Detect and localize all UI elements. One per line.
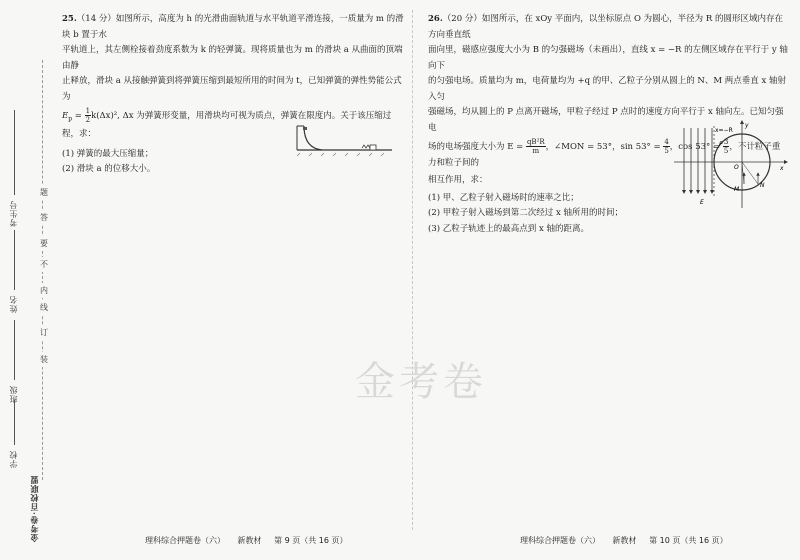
formula-symbol: E	[62, 111, 69, 121]
spring	[362, 145, 370, 148]
x-label: x	[780, 165, 784, 172]
watermark: 金考卷	[355, 359, 487, 405]
formula-subscript: p	[68, 115, 73, 123]
y-label: y	[745, 122, 749, 129]
point-n-label: N	[760, 182, 765, 189]
cut-char: 装	[40, 352, 48, 367]
class-underline	[14, 320, 15, 380]
question-text: 如图所示，在 xOy 平面内，以坐标原点 O 为圆心，半径为 R 的圆形区域内存在方向垂直纸	[428, 14, 783, 40]
fraction-numerator: 3	[723, 138, 729, 146]
exam-no-underline	[14, 110, 15, 195]
fraction-denominator: m	[532, 147, 540, 155]
fraction-numerator: 4	[664, 138, 669, 146]
cut-char: 内	[40, 283, 48, 298]
question-number: 25.	[62, 14, 77, 24]
question-text: k(Δx)², Δx 为弹簧形变量，用滑块均可视为质点，弹簧在限度内。关于该压缩过程，求：	[62, 111, 392, 140]
cut-char: 要	[40, 236, 48, 251]
fraction-denominator: 5	[723, 147, 729, 155]
footer-edition: 新教材	[237, 536, 262, 545]
question-text: 平轨道上，其左侧栓接着劲度系数为 k 的轻弹簧。现将质量也为 m 的滑块 a 从曲面的顶端由静	[62, 45, 403, 71]
footer-page: 第 10 页（共 16 页）	[649, 536, 728, 545]
cut-char: 订	[40, 325, 48, 340]
radius-on	[742, 162, 758, 184]
point-m-label: M	[734, 186, 740, 193]
question-text: 的匀强电场。质量均为 m，电荷量均为 +q 的甲、乙粒子分别从圆上的 N、M 两点垂直 x 轴射入匀	[428, 76, 786, 102]
fraction-numerator: qB²R	[526, 138, 545, 146]
cut-char: 线	[40, 300, 48, 315]
question-text: 相互作用，求：	[428, 175, 488, 185]
origin-label: O	[734, 164, 739, 171]
binding-strip	[0, 0, 58, 560]
field-e-label: E	[700, 199, 704, 206]
question-text: ，不计粒子重力和粒子间的	[428, 142, 781, 168]
fraction-denominator: 2	[85, 116, 91, 124]
exam-no-label: 考生号	[9, 200, 18, 227]
q25-figure	[292, 120, 402, 158]
cut-char: 题	[40, 185, 48, 200]
school-underline	[14, 400, 15, 445]
boundary-label: x=−R	[715, 127, 733, 134]
block-a	[303, 127, 307, 130]
school-label: 学校	[9, 450, 18, 468]
question-text: 强磁场，均从圆上的 P 点离开磁场，甲粒子经过 P 点时的速度方向平行于 x 轴向左。已知匀强电	[428, 107, 784, 133]
question-score: （20 分）	[442, 14, 482, 24]
question-number: 26.	[428, 14, 443, 24]
q26-figure	[669, 118, 790, 210]
brand-label: 金考卷·百校联盟	[29, 475, 39, 542]
formula-equals: =	[72, 111, 85, 121]
question-text: ，∠MON = 53°，sin 53° =	[545, 142, 661, 152]
fraction-denominator: 5	[664, 147, 669, 155]
footer-title: 理科综合押题卷（六）	[520, 536, 600, 545]
question-text: 场的电场强度大小为 E =	[428, 142, 524, 152]
footer-edition: 新教材	[612, 536, 637, 545]
footer-title: 理科综合押题卷（六）	[145, 536, 225, 545]
e-fraction	[526, 138, 546, 155]
sub-question-2: (2) 滑块 a 的位移大小。	[62, 164, 156, 175]
page-divider	[412, 10, 413, 530]
sub-question-2: (2) 甲粒子射入磁场到第二次经过 x 轴所用的时间；	[428, 208, 623, 218]
name-label: 姓名	[9, 295, 18, 313]
sub-question-1: (1) 弹簧的最大压缩量；	[62, 148, 154, 159]
fraction-numerator: 1	[85, 107, 91, 115]
sub-question-3: (3) 乙粒子轨迹上的最高点到 x 轴的距离。	[428, 223, 589, 234]
question-score: （14 分）	[76, 14, 116, 24]
name-underline	[14, 230, 15, 290]
class-label: 班级	[9, 385, 18, 403]
sub-question-1: (1) 甲、乙粒子射入磁场时的速率之比；	[428, 192, 579, 203]
footer-left	[145, 535, 358, 546]
cut-char: 答	[40, 210, 48, 225]
question-text: 面向里，磁感应强度大小为 B 的匀强磁场（未画出），直线 x = −R 的左侧区域存在平行于 y 轴向下	[428, 45, 788, 71]
footer-page: 第 9 页（共 16 页）	[274, 536, 348, 545]
question-text: 止释放，滑块 a 从接触弹簧到将弹簧压缩到最短所用的时间为 t，已知弹簧的弹性势能公式为	[62, 76, 402, 102]
question-text: 如图所示，高度为 h 的光滑曲面轨道与水平轨道平滑连接，一质量为 m 的滑块 b 置于水	[62, 14, 404, 40]
footer-right	[520, 535, 738, 546]
cut-char: 不	[40, 257, 48, 272]
point-p-label: P	[719, 141, 723, 148]
block-b	[370, 145, 376, 150]
question-text: ，cos 53° =	[669, 142, 721, 152]
